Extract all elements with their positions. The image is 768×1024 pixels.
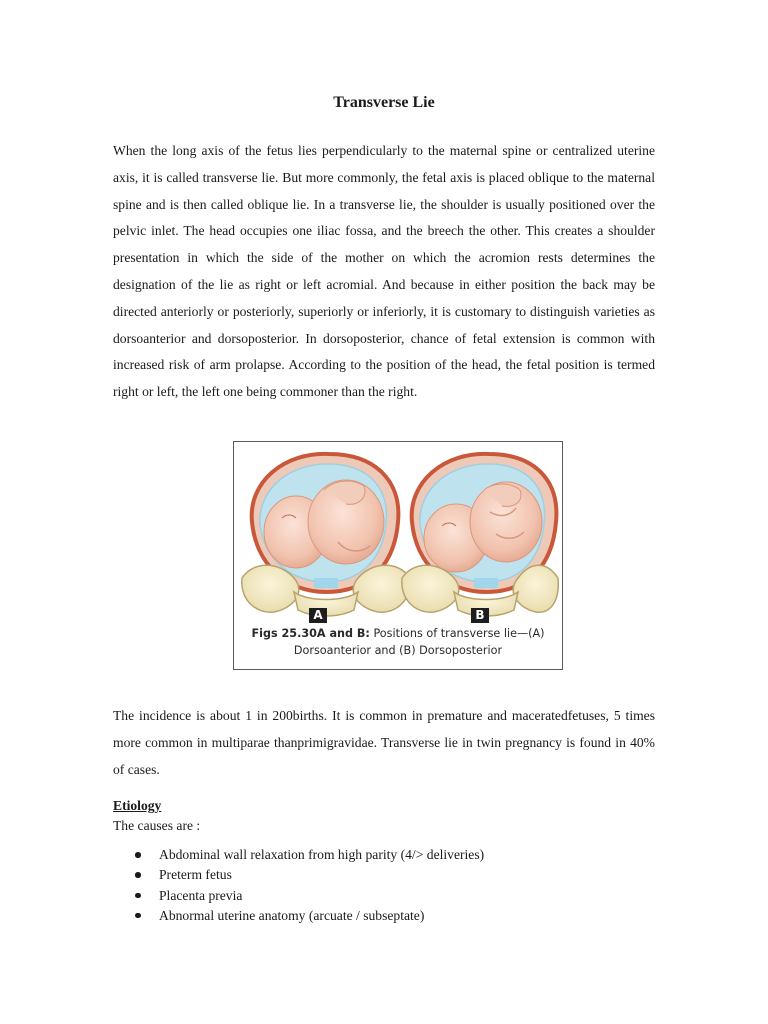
illustration-a bbox=[242, 454, 410, 616]
figure-transverse-lie bbox=[233, 441, 563, 670]
list-item bbox=[113, 906, 484, 926]
list-item bbox=[113, 886, 484, 906]
illustration-b bbox=[402, 454, 558, 616]
etiology-intro: The causes are : bbox=[113, 818, 201, 833]
etiology-list bbox=[113, 845, 484, 926]
figure-caption-line2: Dorsoanterior and (B) Dorsoposterior bbox=[293, 644, 503, 657]
bullet-icon bbox=[135, 852, 141, 858]
list-item-text: Preterm fetus bbox=[159, 867, 232, 883]
list-item bbox=[113, 865, 484, 885]
body-paragraph-incidence: The incidence is about 1 in 200births. It is common in premature and maceratedfetuses, 5 times more common in multiparae thanprimigravidae. Transverse lie in twin pregnancy is found in 40% of cases. bbox=[113, 708, 655, 777]
figure-label-b: B bbox=[471, 608, 489, 623]
figure-label-a: A bbox=[309, 608, 327, 623]
page-title: Transverse Lie bbox=[333, 94, 435, 111]
bullet-icon bbox=[135, 872, 141, 878]
bullet-icon bbox=[135, 913, 141, 919]
body-paragraph-definition: When the long axis of the fetus lies perpendicularly to the maternal spine or centralized uterine axis, it is called transverse lie. But more commonly, the fetal axis is placed oblique to the maternal spine and is then called oblique lie. In a transverse lie, the shoulder is usually positioned over the pelvic inlet. The head occupies one iliac fossa, and the breech the other. This creates a shoulder presentation in which the side of the mother on which the acromion rests determines the designation of the lie as right or left acromial. And because in either position the back may be directed anteriorly or posteriorly, superiorly or inferiorly, it is customary to distinguish varieties as dorsoanterior and dorsoposterior. In dorsoposterior, chance of fetal extension is common with increased risk of arm prolapse. According to the position of the head, the fetal position is termed right or left, the left one being commoner than the right. bbox=[113, 143, 655, 400]
section-heading-etiology: Etiology bbox=[113, 798, 162, 813]
figure-caption-line1 bbox=[234, 627, 562, 640]
bullet-icon bbox=[135, 893, 141, 899]
figure-caption-number: Figs 25.30A and B: bbox=[251, 627, 370, 640]
figure-caption-text: Positions of transverse lie—(A) bbox=[373, 627, 545, 640]
list-item-text: Placenta previa bbox=[159, 887, 243, 903]
list-item-text: Abnormal uterine anatomy (arcuate / subseptate) bbox=[159, 907, 425, 923]
list-item-text: Abdominal wall relaxation from high parity (4/> deliveries) bbox=[159, 847, 485, 862]
list-item bbox=[113, 845, 484, 865]
